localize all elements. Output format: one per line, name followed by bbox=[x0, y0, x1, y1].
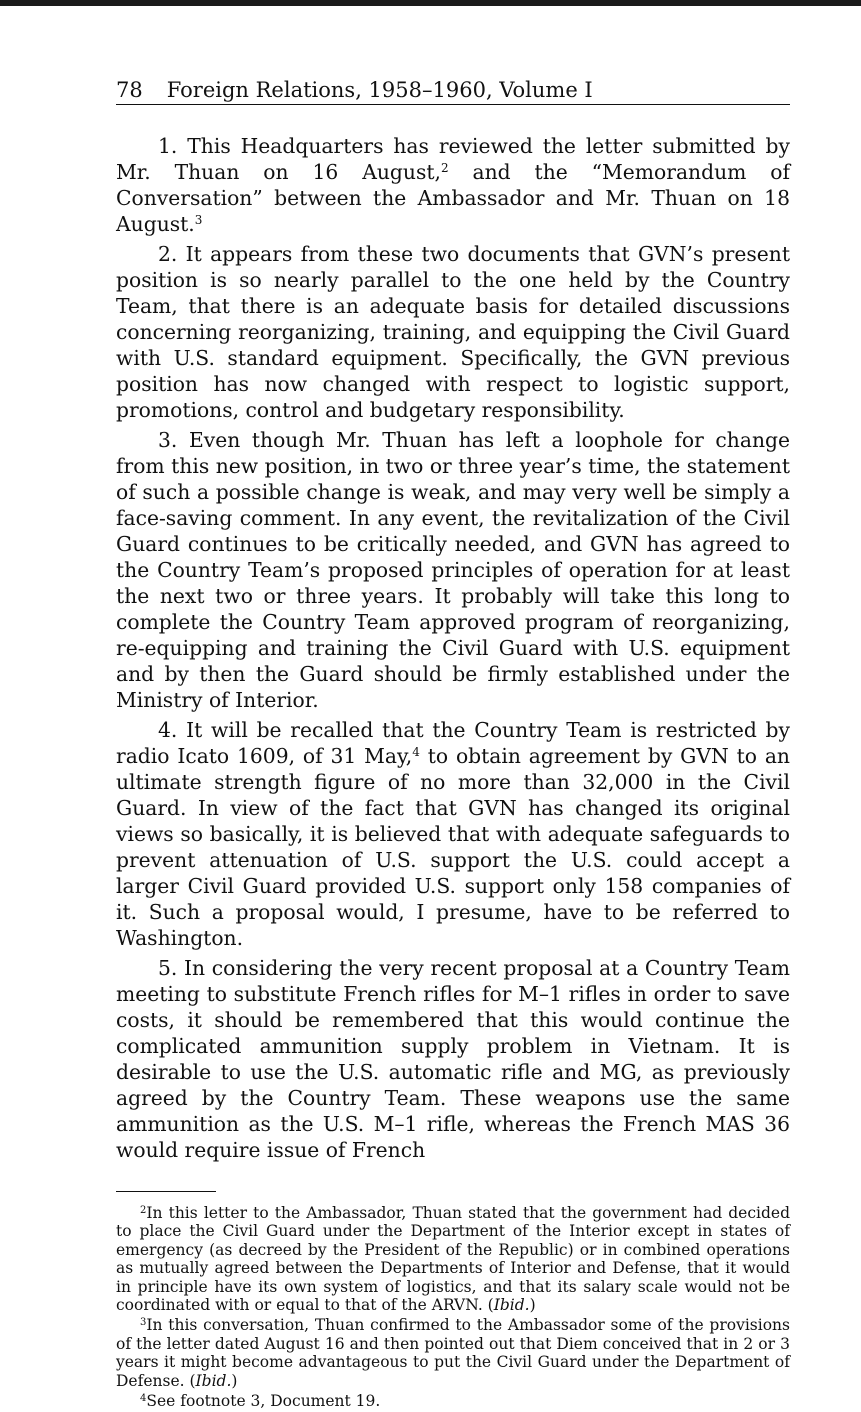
footnote-close: ) bbox=[231, 1371, 238, 1390]
footnote-mark: 3 bbox=[140, 1317, 147, 1329]
scan-top-edge bbox=[0, 0, 861, 6]
paragraph-2: 2. It appears from these two documents that GVN’s present position is so nearly parallel to the one held by the Country Team, that there is an adequate basis for detailed discussions concerning reorganizing, training, and equipping the Civil Guard with U.S. standard equipment. Specifically, the GVN previous position has now changed with respect to logistic support, promotions, control and budgetary responsibility. bbox=[116, 242, 790, 422]
page-number: 78 bbox=[116, 78, 143, 102]
footnote-3 bbox=[116, 1316, 790, 1390]
paragraph-text: 1. This Headquarters has reviewed the letter submitted by Mr. Thuan on 16 August, bbox=[116, 134, 790, 184]
paragraph-5: 5. In considering the very recent proposal at a Country Team meeting to substitute French rifles for M–1 rifles in order to save costs, it should be remembered that this would continue the complicated ammunition supply problem in Vietnam. It is desirable to use the U.S. automatic rifle and MG, as previously agreed by the Country Team. These weapons use the same ammunition as the U.S. M–1 rifle, whereas the French MAS 36 would require issue of French bbox=[116, 956, 790, 1162]
footnote-divider bbox=[116, 1191, 216, 1192]
footnote-2 bbox=[116, 1204, 790, 1314]
footnote-4 bbox=[116, 1392, 790, 1410]
footnote-close: ) bbox=[529, 1296, 536, 1315]
running-header bbox=[116, 78, 790, 105]
footnote-citation: Ibid. bbox=[195, 1371, 232, 1390]
footnote-text: In this conversation, Thuan confirmed to the Ambassador some of the provisions of the letter dated August 16 and then pointed out that Diem conceived that in 2 or 3 years it might become advantageous to put the Civil Guard under the Department of Defense. ( bbox=[116, 1316, 790, 1390]
footnote-text: See footnote 3, Document 19. bbox=[146, 1392, 381, 1411]
paragraph-text: and the “Memorandum of Conversation” between the Ambassador and Mr. Thuan on 18 August. bbox=[116, 160, 790, 236]
document-page bbox=[116, 78, 790, 1412]
footnote-ref: 2 bbox=[440, 161, 449, 175]
footnote-mark: 2 bbox=[140, 1205, 147, 1216]
document-body bbox=[116, 133, 790, 1163]
paragraph-text: to obtain agreement by GVN to an ultimate strength figure of no more than 32,000 in the Civil Guard. In view of the fact that GVN has changed its original views so basically, it is believed that with adequate safeguards to prevent attenuation of U.S. support the U.S. could accept a larger Civil Guard provided U.S. support only 158 companies of it. Such a proposal would, I presume, have to be referred to Washington. bbox=[116, 744, 790, 950]
footnote-mark: 4 bbox=[140, 1393, 147, 1405]
footnote-ref: 3 bbox=[194, 213, 203, 227]
paragraph-1 bbox=[116, 133, 790, 237]
paragraph-text: 4. It will be recalled that the Country Team is restricted by radio Icato 1609, of 31 May, bbox=[116, 718, 790, 768]
running-title: Foreign Relations, 1958–1960, Volume I bbox=[166, 78, 593, 102]
paragraph-3: 3. Even though Mr. Thuan has left a loophole for change from this new position, in two or three year’s time, the statement of such a possible change is weak, and may very well be simply a face-saving comment. In any event, the revitalization of the Civil Guard continues to be critically needed, and GVN has agreed to the Country Team’s proposed principles of operation for at least the next two or three years. It probably will take this long to complete the Country Team approved program of reorganizing, re-equipping and training the Civil Guard with U.S. equipment and by then the Guard should be firmly established under the Ministry of Interior. bbox=[116, 428, 790, 712]
footnotes bbox=[116, 1204, 790, 1410]
footnote-citation: Ibid. bbox=[493, 1296, 530, 1315]
paragraph-4 bbox=[116, 717, 790, 951]
footnote-ref: 4 bbox=[412, 745, 420, 759]
footnote-text: In this letter to the Ambassador, Thuan stated that the government had decided to place the Civil Guard under the Department of the Interior except in states of emergency (as decreed by the President of the Republic) or in combined operations as mutually agreed between the Departments of Interior and Defense, that it would in principle have its own system of logistics, and that its salary scale would not be coordinated with or equal to that of the ARVN. ( bbox=[116, 1204, 790, 1315]
